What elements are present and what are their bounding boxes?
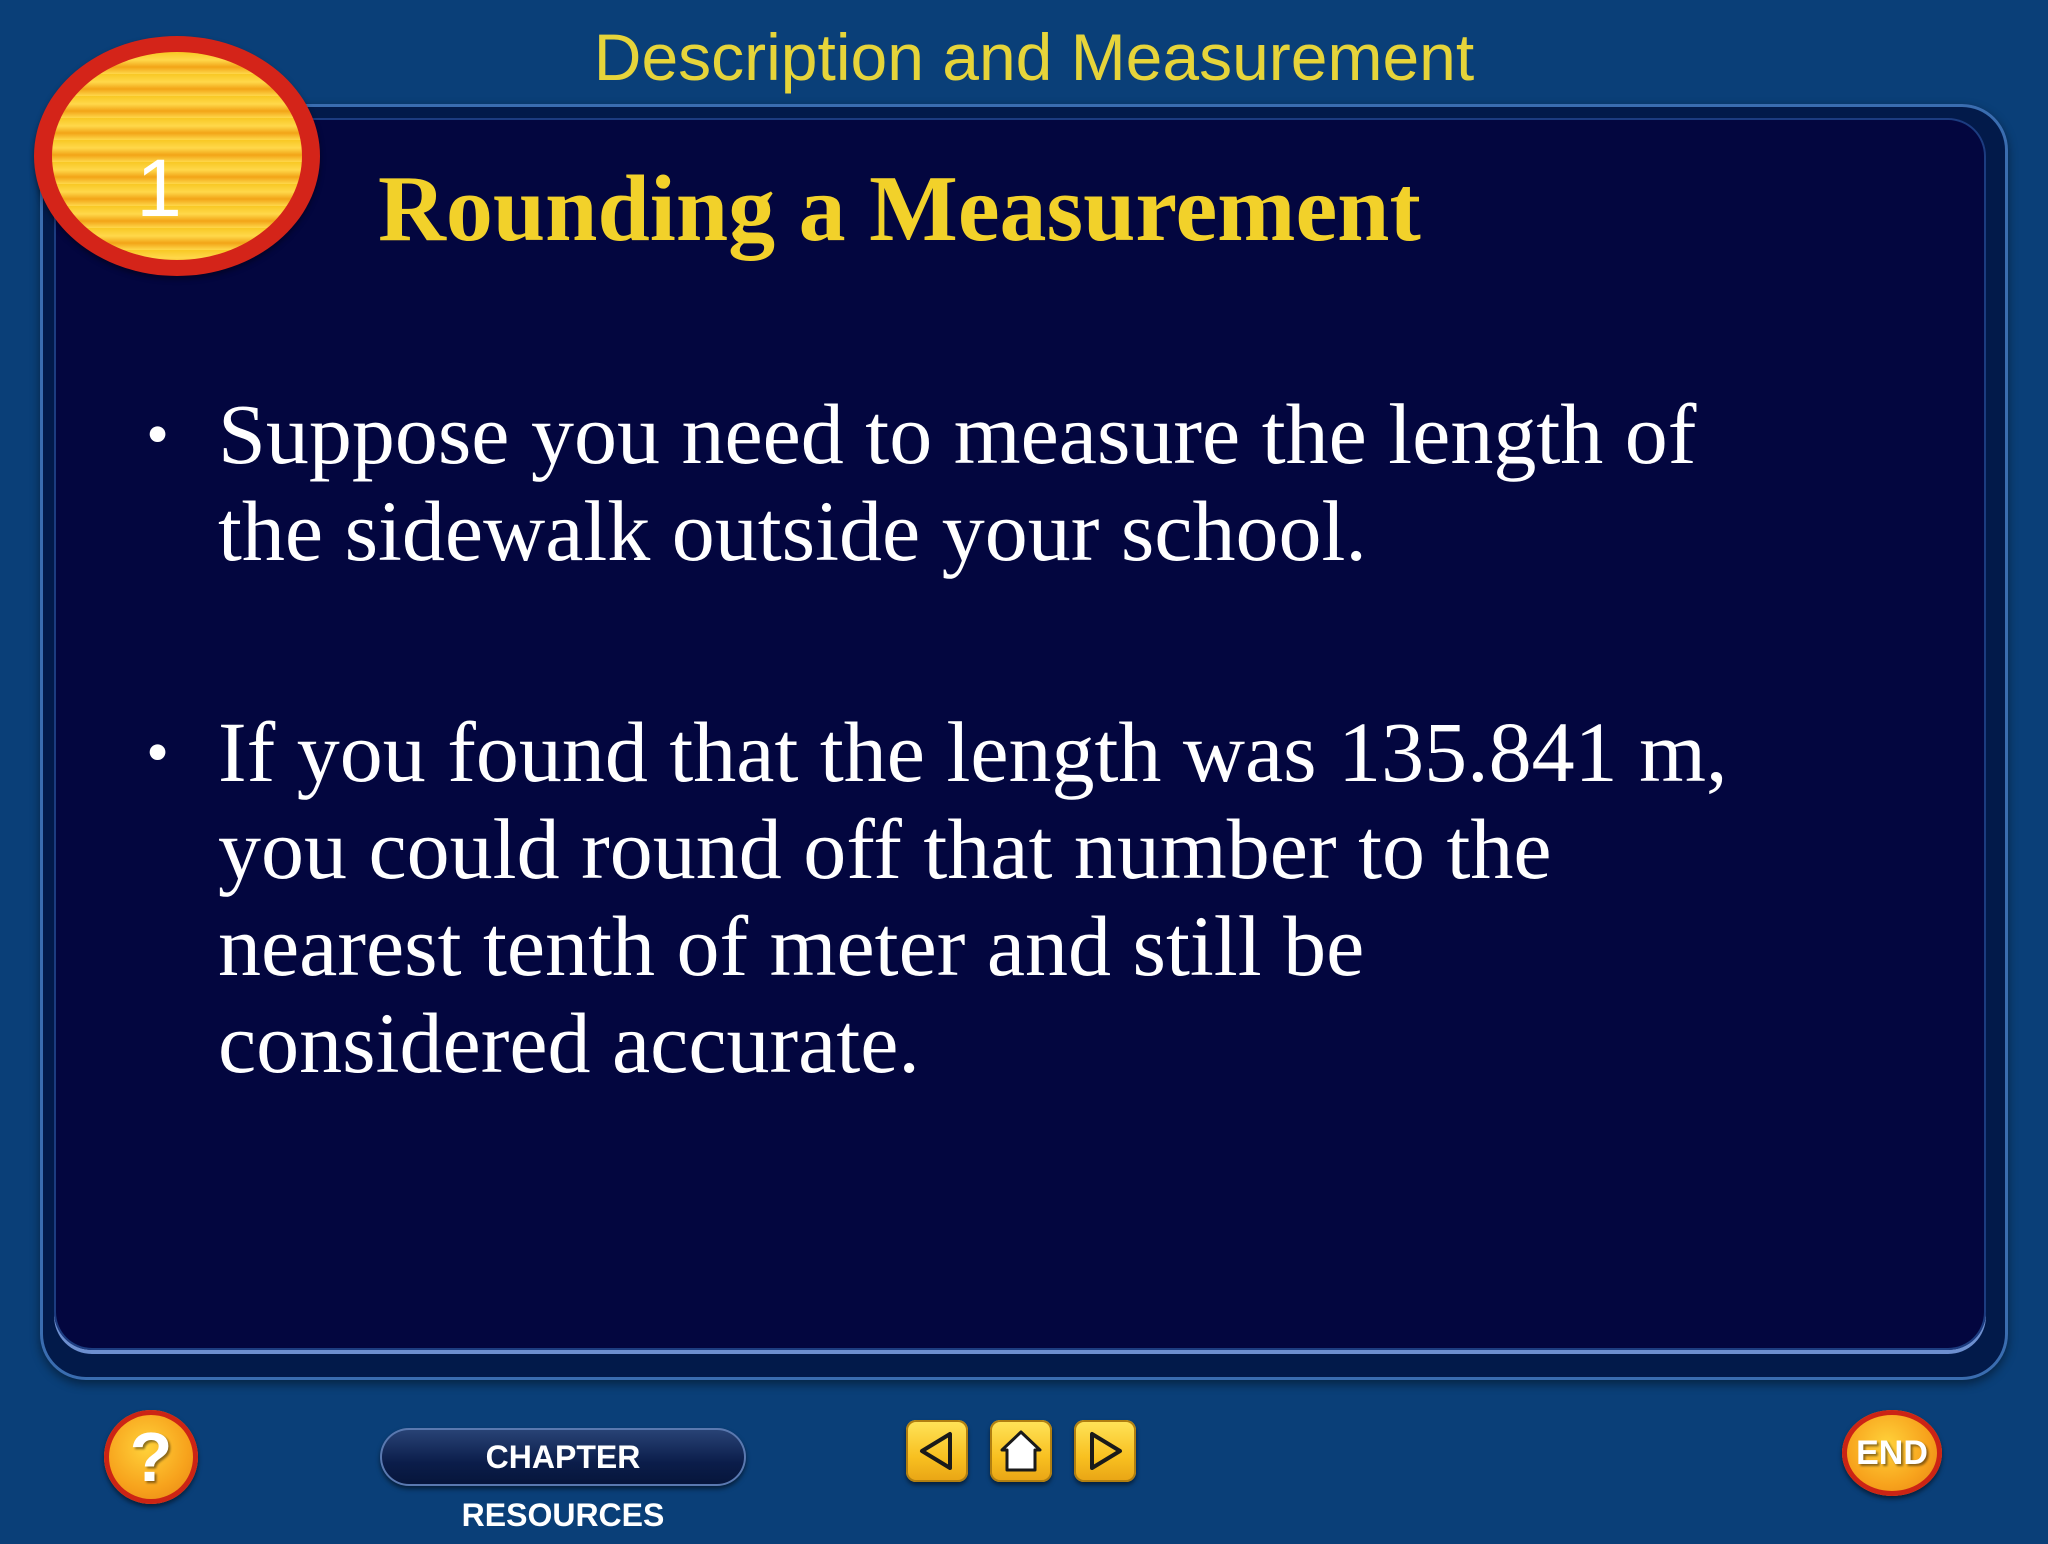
chapter-resources-button[interactable]: CHAPTER RESOURCES xyxy=(380,1428,746,1486)
home-icon xyxy=(990,1420,1052,1482)
end-button[interactable]: END xyxy=(1842,1410,1942,1496)
slide-title: Rounding a Measurement xyxy=(378,157,1421,261)
help-button[interactable]: ? xyxy=(104,1410,198,1504)
section-number: 1 xyxy=(136,143,182,234)
right-arrow-icon xyxy=(1074,1420,1136,1482)
bullet-text: Suppose you need to measure the length of the sidewalk outside your school. xyxy=(218,386,1697,579)
bullet-dot-icon: • xyxy=(146,716,170,789)
left-arrow-icon xyxy=(906,1420,968,1482)
bullet-text: If you found that the length was 135.841 m, you could round off that number to the nearest tenth of meter and still be considered accurate. xyxy=(218,704,1728,1091)
section-badge-face xyxy=(52,52,302,260)
bullet-item xyxy=(140,704,1900,1092)
previous-slide-button[interactable] xyxy=(906,1420,968,1482)
home-button[interactable] xyxy=(990,1420,1052,1482)
bullet-dot-icon: • xyxy=(146,398,170,471)
next-slide-button[interactable] xyxy=(1074,1420,1136,1482)
section-header: Description and Measurement xyxy=(593,20,1475,94)
bullet-item xyxy=(140,386,1900,580)
section-number-badge xyxy=(34,36,320,276)
